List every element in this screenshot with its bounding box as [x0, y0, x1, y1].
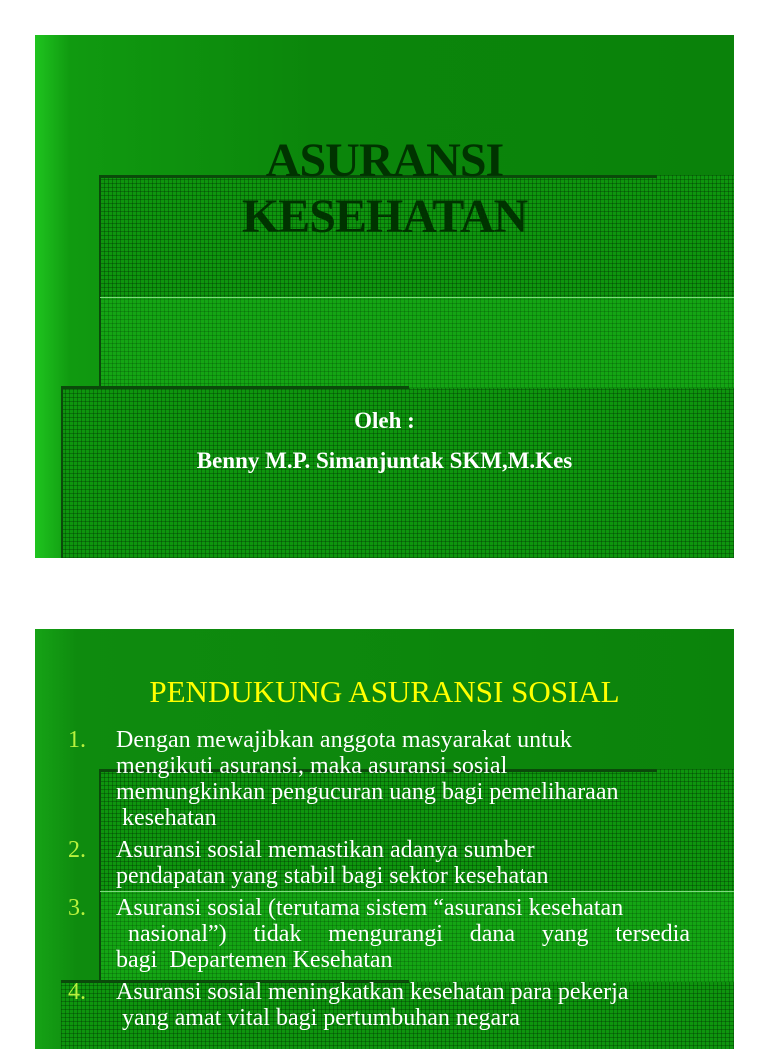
- item-line: yang amat vital bagi pertumbuhan negara: [116, 1005, 520, 1031]
- item-line: kesehatan: [116, 805, 217, 831]
- item-number: 4.: [68, 979, 86, 1005]
- item-line: Asuransi sosial meningkatkan kesehatan para pekerja: [116, 979, 629, 1005]
- item-number: 1.: [68, 727, 86, 753]
- item-text: [116, 895, 690, 973]
- decor-line: [61, 386, 409, 389]
- title-line: KESEHATAN: [241, 190, 528, 243]
- item-text: [116, 979, 690, 1031]
- item-line: pendapatan yang stabil bagi sektor kesehatan: [116, 863, 549, 889]
- decor-grid-middle: [100, 297, 734, 392]
- item-text: [116, 837, 690, 889]
- item-number: 2.: [68, 837, 86, 863]
- item-line: mengikuti asuransi, maka asuransi sosial: [116, 753, 508, 779]
- item-line: memungkinkan pengucuran uang bagi pemeliharaan: [116, 779, 619, 805]
- list-item: [68, 727, 690, 831]
- item-line: Asuransi sosial (terutama sistem “asuransi kesehatan: [116, 895, 624, 921]
- item-number: 3.: [68, 895, 86, 921]
- list-item: [68, 895, 690, 973]
- by-label: Oleh :: [354, 408, 415, 433]
- list-item: [68, 979, 690, 1031]
- list-item: [68, 837, 690, 889]
- decor-line: [100, 297, 734, 298]
- item-line: Dengan mewajibkan anggota masyarakat untuk: [116, 727, 572, 753]
- item-line: bagi Departemen Kesehatan: [116, 947, 393, 973]
- support-list: [68, 727, 690, 1037]
- title-line: ASURANSI: [265, 134, 504, 187]
- slide-heading: PENDUKUNG ASURANSI SOSIAL: [149, 674, 620, 709]
- item-text: [116, 727, 690, 831]
- item-line: nasional”) tidak mengurangi dana yang tersedia: [128, 921, 690, 947]
- title-slide: [35, 35, 734, 558]
- content-slide: [35, 629, 734, 1049]
- author-name: Benny M.P. Simanjuntak SKM,M.Kes: [196, 448, 573, 473]
- item-line: Asuransi sosial memastikan adanya sumber: [116, 837, 535, 863]
- slide-title: [35, 133, 734, 245]
